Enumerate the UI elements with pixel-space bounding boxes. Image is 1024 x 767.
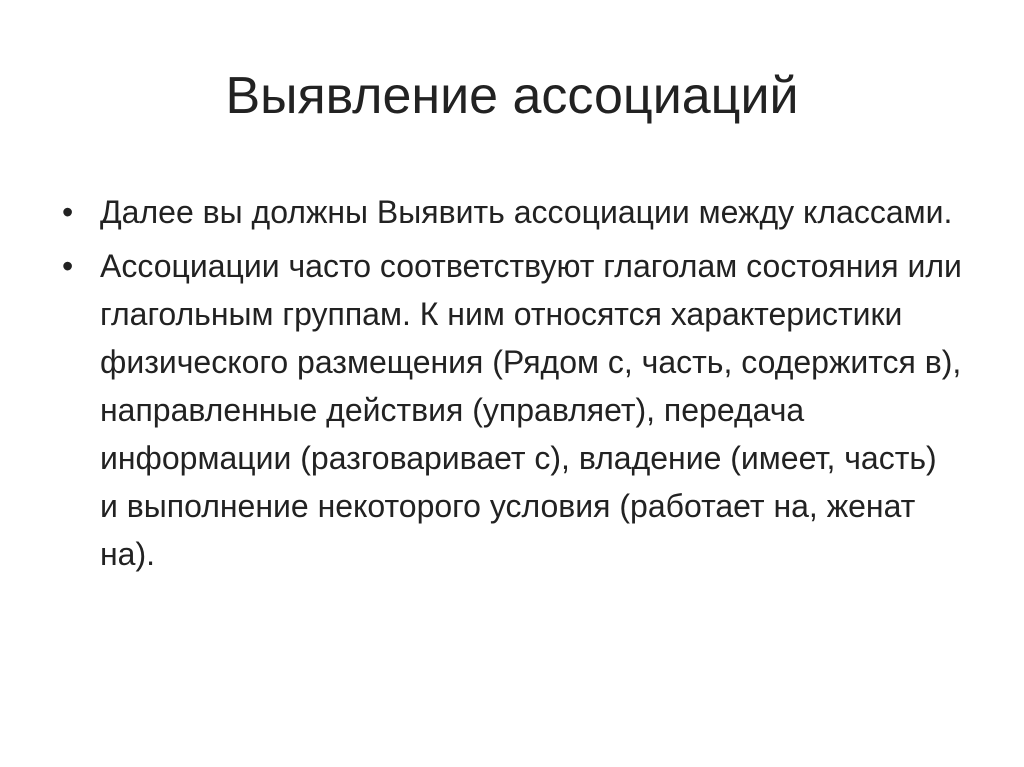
bullet-item-associations [62,242,962,578]
slide-content [62,188,962,584]
slide-title: Выявление ассоциаций [225,67,799,125]
bullet-point-icon: • [62,194,74,230]
bullet-text: Ассоциации часто соответствуют глаголам состояния или глагольным группам. К ним относятся характеристики физического размещения (Рядом с, часть, содержится в), направленные действия (управляет), передача информации (разговаривает с), владение (имеет, часть) и выполнение некоторого условия (работает на, женат на). [100,248,962,572]
bullet-item-next-steps [62,188,962,236]
bullet-list [62,188,962,578]
bullet-point-icon: • [62,248,74,284]
bullet-text: Далее вы должны Выявить ассоциации между классами. [100,194,953,230]
